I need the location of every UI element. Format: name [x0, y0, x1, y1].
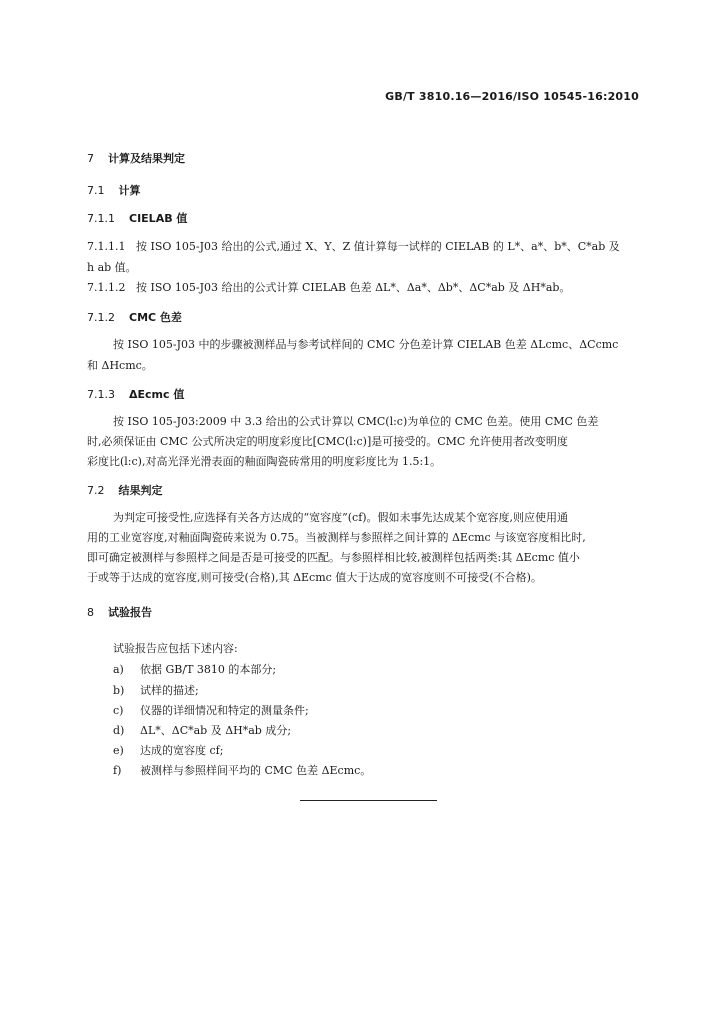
list-item-text: ΔL*、ΔC*ab 及 ΔH*ab 成分;: [140, 724, 292, 737]
clause-number: 7.1.1.1: [87, 240, 126, 253]
list-item-text: 试样的描述;: [140, 684, 199, 697]
clause-text: 按 ISO 105-J03 给出的公式,通过 X、Y、Z 值计算每一试样的 CIELAB 的 L*、a*、b*、C*ab 及: [135, 240, 620, 253]
paragraph-7-2-line-3: 即可确定被测样与参照样之间是否是可接受的匹配。与参照样相比较,被测样包括两类:其 ΔEcmc 值小: [87, 551, 580, 564]
end-rule: [300, 800, 437, 801]
section-title: ΔEcmc 值: [129, 388, 185, 401]
section-7-1-3-heading: [87, 386, 184, 402]
clause-text: 按 ISO 105-J03 给出的公式计算 CIELAB 色差 ΔL*、Δa*、Δb*、ΔC*ab 及 ΔH*ab。: [135, 281, 571, 294]
section-title: 试验报告: [108, 606, 152, 619]
section-title: 计算: [118, 184, 141, 197]
section-7-2-heading: [87, 482, 163, 498]
list-item-label: d): [113, 724, 125, 737]
clause-number: 7.1.1.2: [87, 281, 126, 294]
list-item-text: 仪器的详细情况和特定的测量条件;: [140, 704, 309, 717]
section-7-1-1-heading: [87, 210, 187, 226]
list-item-text: 达成的宽容度 cf;: [140, 744, 224, 757]
list-item-label: a): [113, 663, 124, 676]
page-header-standard-id: GB/T 3810.16—2016/ISO 10545-16:2010: [385, 90, 639, 103]
section-number: 7.1: [87, 184, 105, 197]
list-item-label: c): [113, 704, 124, 717]
list-item: [113, 742, 223, 758]
paragraph-7-1-2-line-2: 和 ΔHcmc。: [87, 359, 153, 372]
section-title: CIELAB 值: [129, 212, 188, 225]
section-title: 结果判定: [118, 484, 163, 497]
section-number: 7: [87, 152, 94, 165]
section-number: 7.1.1: [87, 212, 115, 225]
section-number: 7.2: [87, 484, 105, 497]
section-7-1-heading: [87, 182, 141, 198]
section-number: 7.1.3: [87, 388, 115, 401]
section-7-1-2-heading: [87, 309, 182, 325]
paragraph-7-1-3-line-3: 彩度比(l:c),对高光泽光滑表面的釉面陶瓷砖常用的明度彩度比为 1.5:1。: [87, 455, 442, 468]
section-7-heading: [87, 150, 185, 166]
paragraph-7-1-3-line-1: 按 ISO 105-J03:2009 中 3.3 给出的公式计算以 CMC(l:c)为单位的 CMC 色差。使用 CMC 色差: [113, 415, 599, 428]
clause-7-1-1-1-line-1: [87, 238, 620, 254]
section-title: CMC 色差: [129, 311, 182, 324]
clause-7-1-1-2: [87, 279, 570, 295]
paragraph-7-1-3-line-2: 时,必须保证由 CMC 公式所决定的明度彩度比[CMC(l:c)]是可接受的。CMC 允许使用者改变明度: [87, 435, 568, 448]
section-title: 计算及结果判定: [108, 152, 185, 165]
list-item: [113, 682, 199, 698]
section-number: 8: [87, 606, 94, 619]
list-item: [113, 661, 276, 677]
paragraph-7-2-line-4: 于或等于达成的宽容度,则可接受(合格),其 ΔEcmc 值大于达成的宽容度则不可接受(不合格)。: [87, 571, 542, 584]
paragraph-7-2-line-1: 为判定可接受性,应选择有关各方达成的“宽容度”(cf)。假如未事先达成某个宽容度,则应使用通: [113, 511, 569, 524]
list-item: [113, 762, 371, 778]
list-item-label: e): [113, 744, 124, 757]
report-intro: 试验报告应包括下述内容:: [113, 642, 238, 655]
section-8-heading: [87, 604, 152, 620]
paragraph-7-1-2-line-1: 按 ISO 105-J03 中的步骤被测样品与参考试样间的 CMC 分色差计算 CIELAB 色差 ΔLcmc、ΔCcmc: [113, 338, 619, 351]
clause-7-1-1-1-line-2: h ab 值。: [87, 261, 137, 274]
list-item-label: f): [113, 764, 122, 777]
list-item: [113, 702, 309, 718]
section-number: 7.1.2: [87, 311, 115, 324]
list-item: [113, 722, 291, 738]
paragraph-7-2-line-2: 用的工业宽容度,对釉面陶瓷砖来说为 0.75。当被测样与参照样之间计算的 ΔEcmc 与该宽容度相比时,: [87, 531, 586, 544]
list-item-label: b): [113, 684, 125, 697]
list-item-text: 依据 GB/T 3810 的本部分;: [140, 663, 277, 676]
list-item-text: 被测样与参照样间平均的 CMC 色差 ΔEcmc。: [140, 764, 372, 777]
